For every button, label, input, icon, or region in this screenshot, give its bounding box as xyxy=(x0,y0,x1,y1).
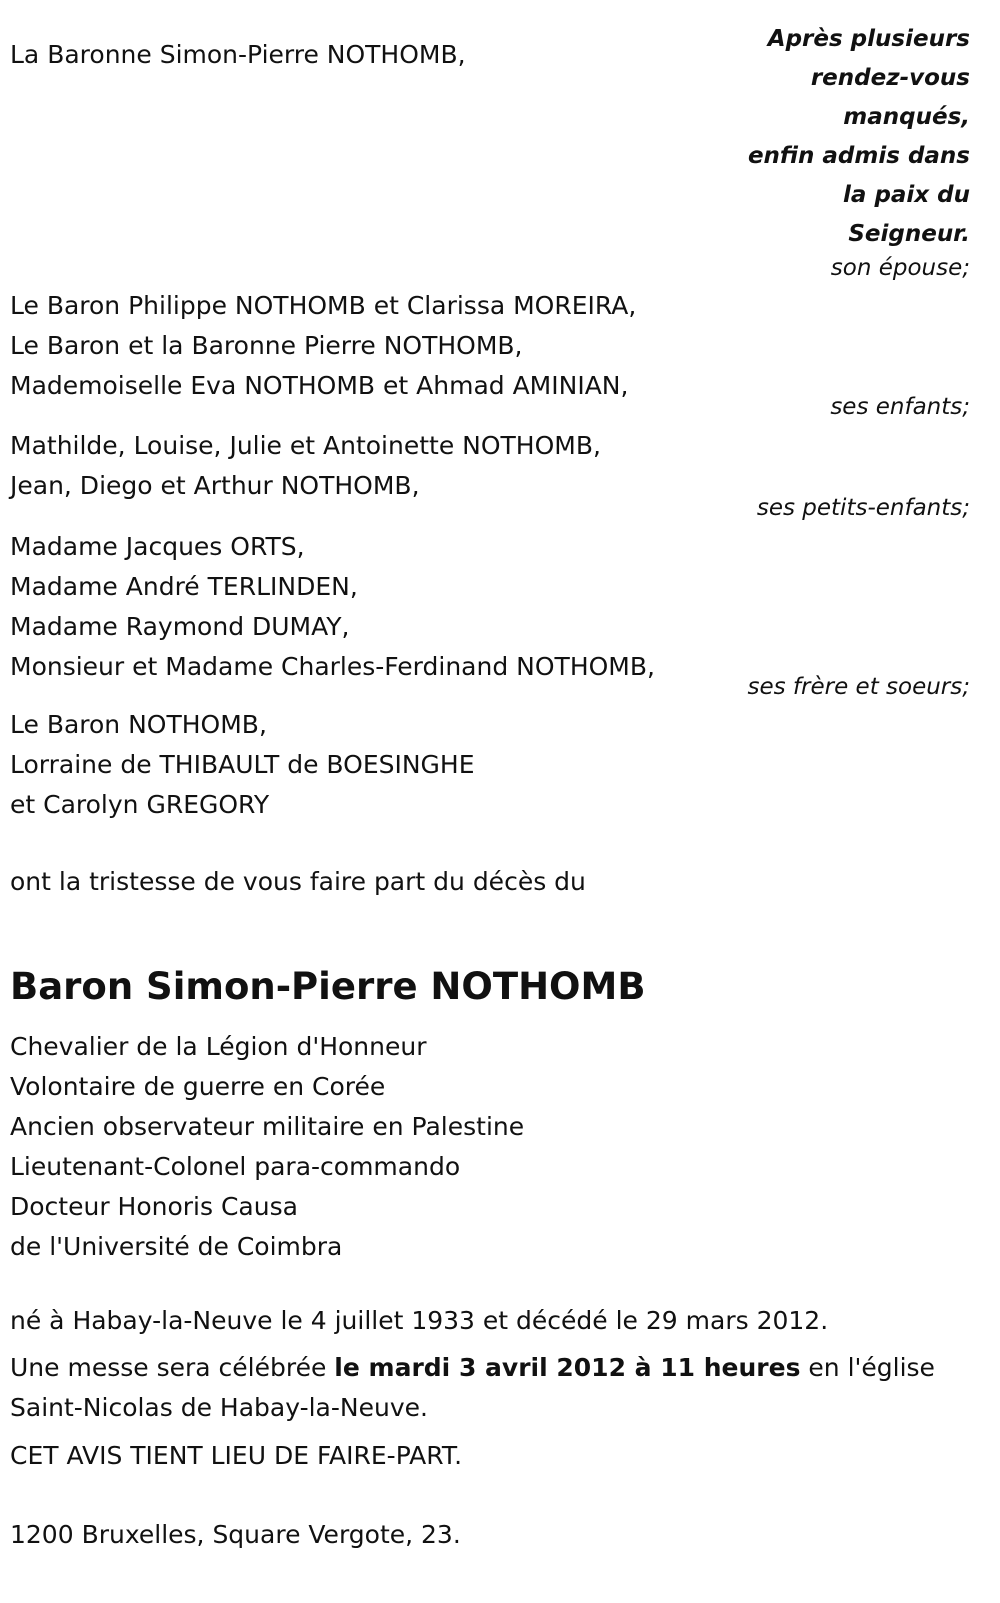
quote-line: Seigneur. xyxy=(848,221,970,247)
family-member: Le Baron NOTHOMB, xyxy=(10,710,267,739)
family-member: Monsieur et Madame Charles-Ferdinand NOTHOMB, xyxy=(10,652,655,681)
mass-info xyxy=(10,1348,935,1428)
siblings-relation: ses frère et soeurs; xyxy=(747,674,970,700)
epitaph-quote xyxy=(730,20,970,254)
mass-line-1 xyxy=(10,1348,935,1388)
grandchildren-list xyxy=(10,426,601,506)
quote-line: manqués, xyxy=(843,104,970,130)
family-member: Le Baron Philippe NOTHOMB et Clarissa MOREIRA, xyxy=(10,291,637,320)
honor-title: de l'Université de Coimbra xyxy=(10,1232,343,1261)
widow-relation: son épouse; xyxy=(830,255,970,281)
children-list xyxy=(10,286,636,406)
mass-suffix: en l'église xyxy=(800,1353,935,1382)
address: 1200 Bruxelles, Square Vergote, 23. xyxy=(10,1520,461,1549)
deceased-name: Baron Simon-Pierre NOTHOMB xyxy=(10,965,646,1008)
family-member: Madame Jacques ORTS, xyxy=(10,532,305,561)
titles-list xyxy=(10,1027,524,1267)
family-member: Mademoiselle Eva NOTHOMB et Ahmad AMINIAN, xyxy=(10,371,629,400)
grandchildren-relation: ses petits-enfants; xyxy=(756,495,970,521)
mass-line-2: Saint-Nicolas de Habay-la-Neuve. xyxy=(10,1393,428,1422)
family-member: Le Baron et la Baronne Pierre NOTHOMB, xyxy=(10,331,523,360)
quote-line: Après plusieurs xyxy=(767,26,970,52)
honor-title: Chevalier de la Légion d'Honneur xyxy=(10,1032,427,1061)
family-member: Madame André TERLINDEN, xyxy=(10,572,358,601)
siblings-list xyxy=(10,527,655,687)
honor-title: Ancien observateur militaire en Palestine xyxy=(10,1112,525,1141)
announcement: ont la tristesse de vous faire part du décès du xyxy=(10,867,586,896)
family-member: Jean, Diego et Arthur NOTHOMB, xyxy=(10,471,420,500)
family-member: Madame Raymond DUMAY, xyxy=(10,612,350,641)
honor-title: Docteur Honoris Causa xyxy=(10,1192,298,1221)
honor-title: Volontaire de guerre en Corée xyxy=(10,1072,386,1101)
quote-line: enfin admis dans xyxy=(747,143,970,169)
mass-prefix: Une messe sera célébrée xyxy=(10,1353,335,1382)
quote-line: la paix du xyxy=(843,182,970,208)
notice: CET AVIS TIENT LIEU DE FAIRE-PART. xyxy=(10,1441,463,1470)
family-member: Lorraine de THIBAULT de BOESINGHE xyxy=(10,750,475,779)
honor-title: Lieutenant-Colonel para-commando xyxy=(10,1152,461,1181)
mass-date: le mardi 3 avril 2012 à 11 heures xyxy=(334,1353,801,1382)
birth-death-dates: né à Habay-la-Neuve le 4 juillet 1933 et décédé le 29 mars 2012. xyxy=(10,1306,829,1335)
widow-name: La Baronne Simon-Pierre NOTHOMB, xyxy=(10,40,466,69)
family-member: Mathilde, Louise, Julie et Antoinette NOTHOMB, xyxy=(10,431,601,460)
family-member: et Carolyn GREGORY xyxy=(10,790,270,819)
others-list xyxy=(10,705,475,825)
children-relation: ses enfants; xyxy=(830,394,970,420)
quote-line: rendez-vous xyxy=(810,65,970,91)
